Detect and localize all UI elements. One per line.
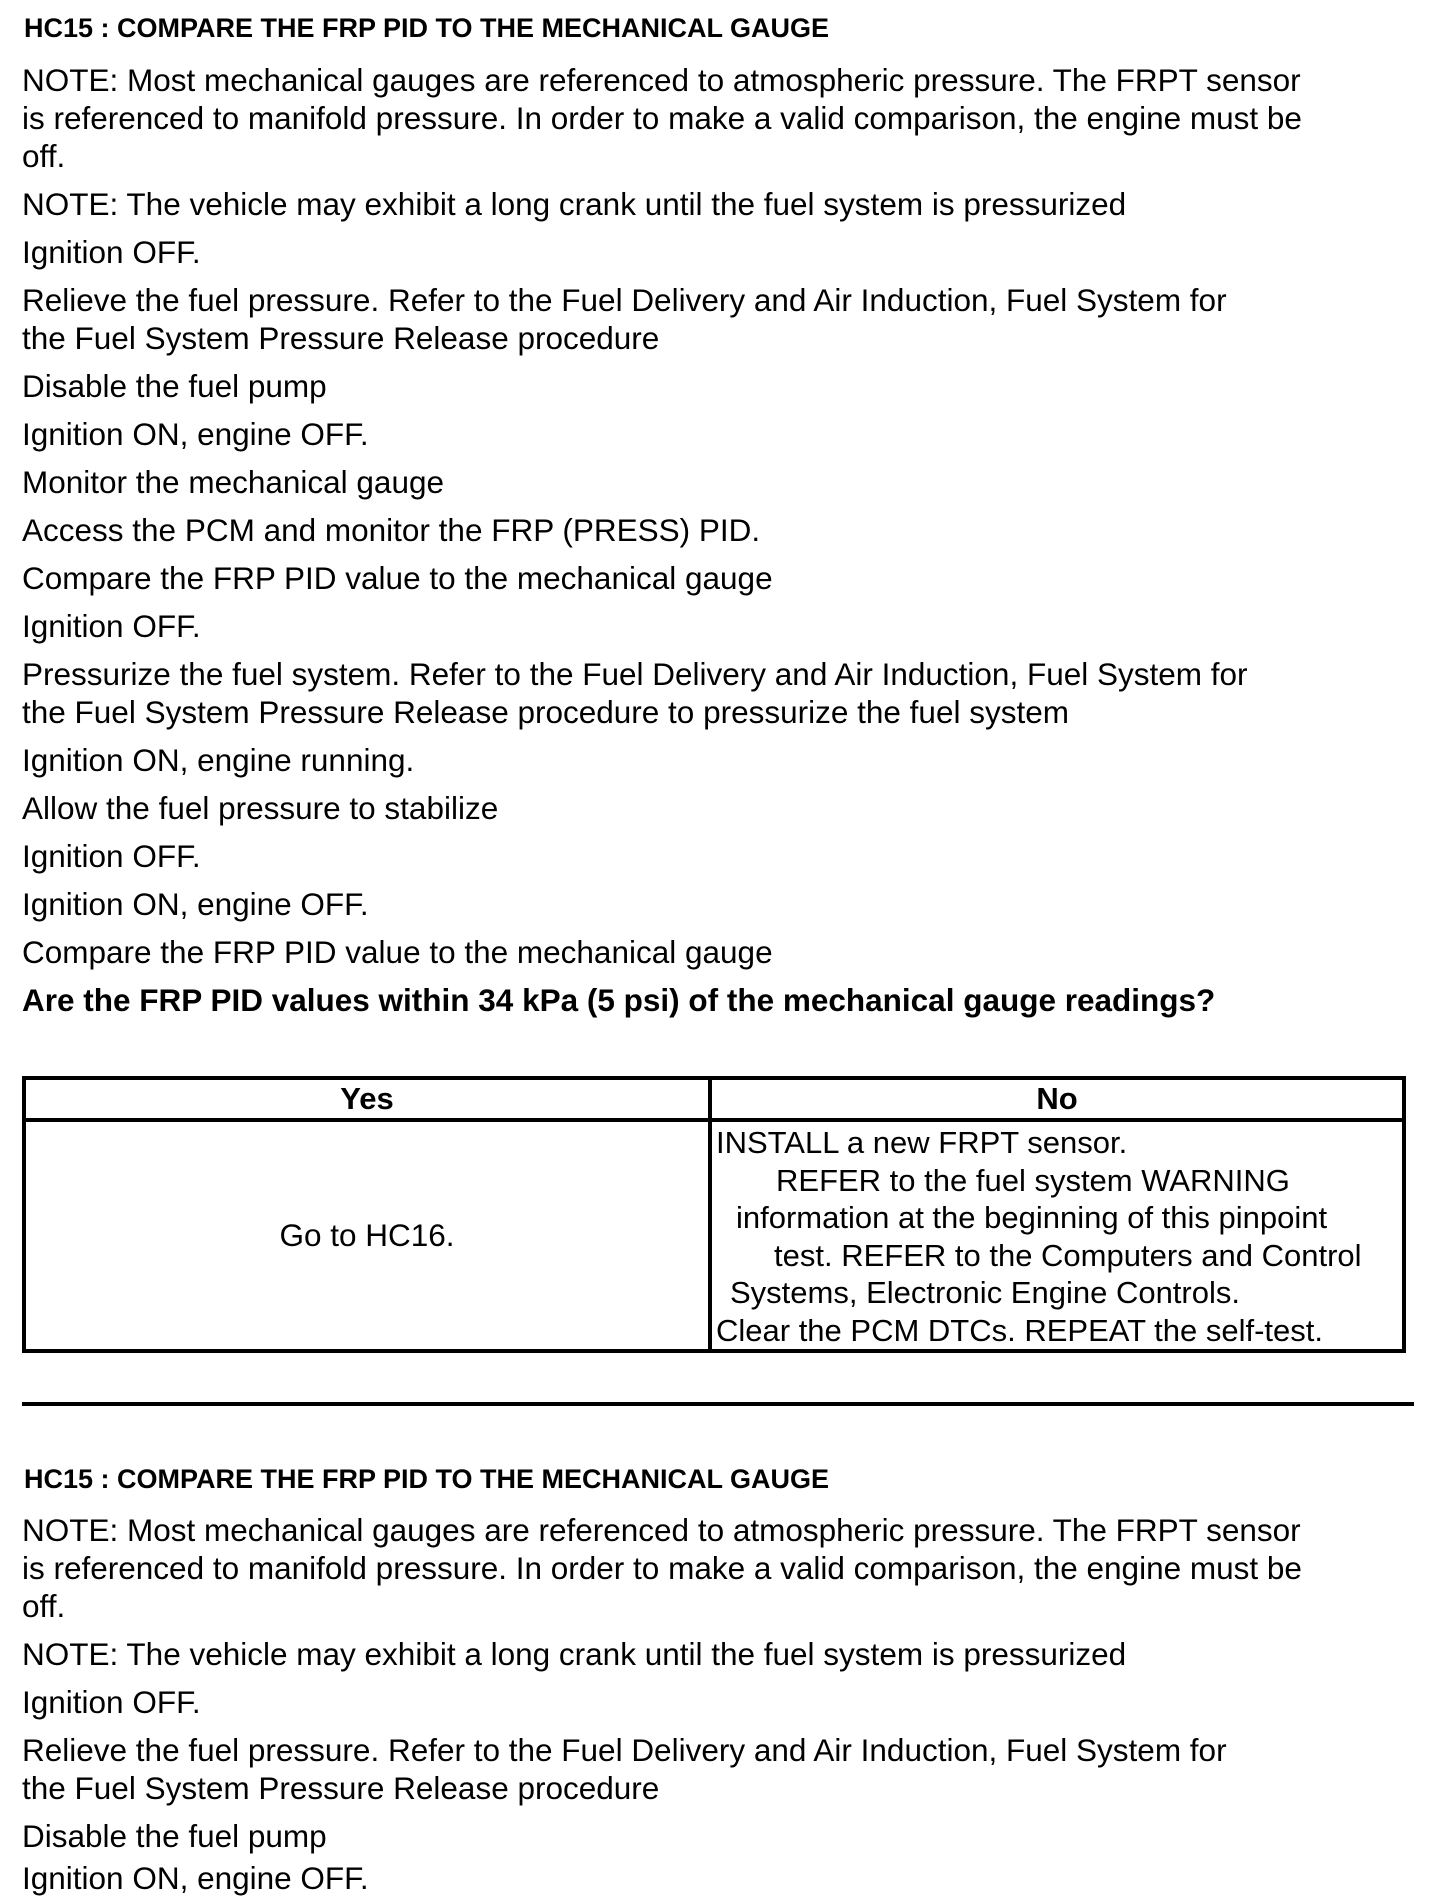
step-text: Ignition OFF. [22, 1684, 201, 1720]
yes-header: Yes [24, 1078, 710, 1120]
no-action-line: INSTALL a new FRPT sensor. [716, 1125, 1128, 1160]
step-text: Monitor the mechanical gauge [22, 464, 445, 500]
step-text: Allow the fuel pressure to stabilize [22, 790, 499, 826]
step-text: Ignition OFF. [22, 608, 201, 644]
step-text: NOTE: Most mechanical gauges are referenced to atmospheric pressure. The FRPT sensor [22, 62, 1301, 98]
no-header: No [710, 1078, 1404, 1120]
step-text: Ignition OFF. [22, 838, 201, 874]
step-text: Access the PCM and monitor the FRP (PRESS) PID. [22, 512, 761, 548]
no-action-line: Systems, Electronic Engine Controls. [730, 1275, 1240, 1310]
step-text: the Fuel System Pressure Release procedure [22, 320, 660, 356]
no-action-line: information at the beginning of this pinpoint [736, 1200, 1328, 1235]
yes-action-text: Go to HC16. [279, 1217, 455, 1253]
step-text: Ignition ON, engine OFF. [22, 416, 369, 452]
question-text: Are the FRP PID values within 34 kPa (5 psi) of the mechanical gauge readings? [22, 982, 1216, 1018]
no-action-cell [710, 1120, 1404, 1351]
step-text: Pressurize the fuel system. Refer to the Fuel Delivery and Air Induction, Fuel System for [22, 656, 1248, 692]
step-text: NOTE: Most mechanical gauges are referenced to atmospheric pressure. The FRPT sensor [22, 1512, 1301, 1548]
table-row [24, 1120, 1404, 1351]
no-action-line: REFER to the fuel system WARNING [776, 1162, 1290, 1198]
step-text: off. [22, 1588, 66, 1624]
step-text: Compare the FRP PID value to the mechanical gauge [22, 560, 773, 596]
no-action-line: Clear the PCM DTCs. REPEAT the self-test. [716, 1312, 1323, 1348]
step-text: Disable the fuel pump [22, 1818, 327, 1854]
step-text: Ignition OFF. [22, 234, 201, 270]
yes-action-cell [24, 1120, 710, 1351]
table-header-row [24, 1078, 1404, 1120]
step-text: Compare the FRP PID value to the mechanical gauge [22, 934, 773, 970]
step-text: is referenced to manifold pressure. In order to make a valid comparison, the engine must be [22, 1550, 1302, 1586]
step-text: Ignition ON, engine OFF. [22, 886, 369, 922]
step-text: the Fuel System Pressure Release procedure [22, 1770, 660, 1806]
section-divider [22, 1402, 1414, 1406]
section-title: HC15 : COMPARE THE FRP PID TO THE MECHANICAL GAUGE [24, 13, 830, 43]
no-action-line: test. REFER to the Computers and Control [774, 1237, 1362, 1273]
step-text: Relieve the fuel pressure. Refer to the Fuel Delivery and Air Induction, Fuel System for [22, 282, 1227, 318]
step-text: Disable the fuel pump [22, 368, 327, 404]
step-text: the Fuel System Pressure Release procedure to pressurize the fuel system [22, 694, 1069, 730]
section-title: HC15 : COMPARE THE FRP PID TO THE MECHANICAL GAUGE [24, 1464, 830, 1494]
step-text: NOTE: The vehicle may exhibit a long crank until the fuel system is pressurized [22, 1636, 1127, 1672]
step-text: Ignition ON, engine OFF. [22, 1860, 369, 1896]
step-text: NOTE: The vehicle may exhibit a long crank until the fuel system is pressurized [22, 186, 1127, 222]
step-text: is referenced to manifold pressure. In order to make a valid comparison, the engine must be [22, 100, 1302, 136]
step-text: Relieve the fuel pressure. Refer to the Fuel Delivery and Air Induction, Fuel System for [22, 1732, 1227, 1768]
result-table [22, 1076, 1406, 1353]
step-text: off. [22, 138, 66, 174]
step-text: Ignition ON, engine running. [22, 742, 415, 778]
